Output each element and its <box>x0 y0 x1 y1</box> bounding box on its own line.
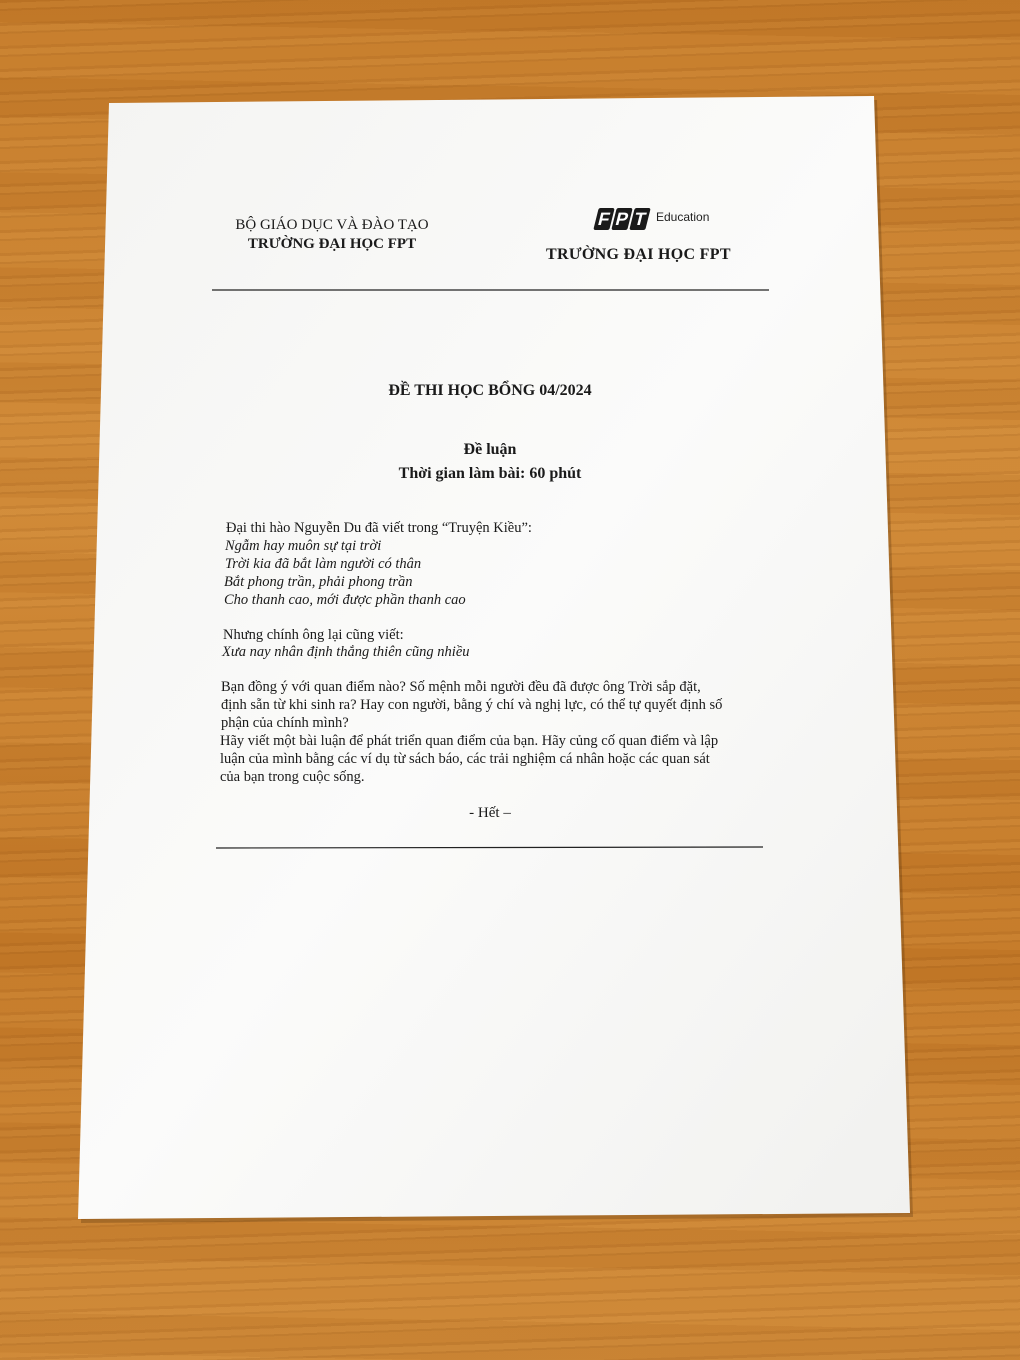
verse-line: Trời kia đã bắt làm người có thân <box>225 556 422 572</box>
fpt-logo-mark <box>593 208 652 230</box>
exam-subtitle <box>300 438 680 486</box>
intro-line: Đại thi hào Nguyễn Du đã viết trong “Truyện Kiều”: <box>226 520 532 536</box>
exam-title: ĐỀ THI HỌC BỔNG 04/2024 <box>388 382 592 399</box>
question-line: định sẵn từ khi sinh ra? Hay con người, bằng ý chí và nghị lực, có thể tự quyết định số <box>221 697 723 713</box>
fpt-logo-letter: P <box>611 208 632 230</box>
end-marker: - Hết – <box>469 805 511 821</box>
question-line: luận của mình bằng các ví dụ từ sách báo, các trải nghiệm cá nhân hoặc các quan sát <box>220 751 710 767</box>
ministry-header <box>222 216 442 254</box>
question-line: của bạn trong cuộc sống. <box>220 769 365 785</box>
fpt-education-logo <box>596 208 709 230</box>
transition-line: Nhưng chính ông lại cũng viết: <box>223 627 404 643</box>
verse-line: Cho thanh cao, mới được phần thanh cao <box>224 592 466 608</box>
question-line: Bạn đồng ý với quan điểm nào? Số mệnh mỗi người đều đã được ông Trời sắp đặt, <box>221 679 701 695</box>
university-name: TRƯỜNG ĐẠI HỌC FPT <box>247 236 417 252</box>
ministry-name: BỘ GIÁO DỤC VÀ ĐÀO TẠO <box>235 217 429 233</box>
verse-line: Ngẫm hay muôn sự tại trời <box>225 538 382 554</box>
exam-type: Đề luận <box>463 441 517 458</box>
logo-school-name: TRƯỜNG ĐẠI HỌC FPT <box>546 246 731 263</box>
question-line: phận của chính mình? <box>221 715 349 731</box>
fpt-logo-letter: T <box>629 208 650 230</box>
exam-duration: Thời gian làm bài: 60 phút <box>398 465 582 482</box>
verse-line: Xưa nay nhân định thắng thiên cũng nhiều <box>222 644 470 660</box>
fpt-logo-letter: F <box>593 208 614 230</box>
logo-education-text: Education <box>656 210 710 224</box>
verse-line: Bắt phong trần, phải phong trần <box>224 574 413 590</box>
question-line: Hãy viết một bài luận để phát triển quan điểm của bạn. Hãy củng cố quan điểm và lập <box>220 733 719 749</box>
